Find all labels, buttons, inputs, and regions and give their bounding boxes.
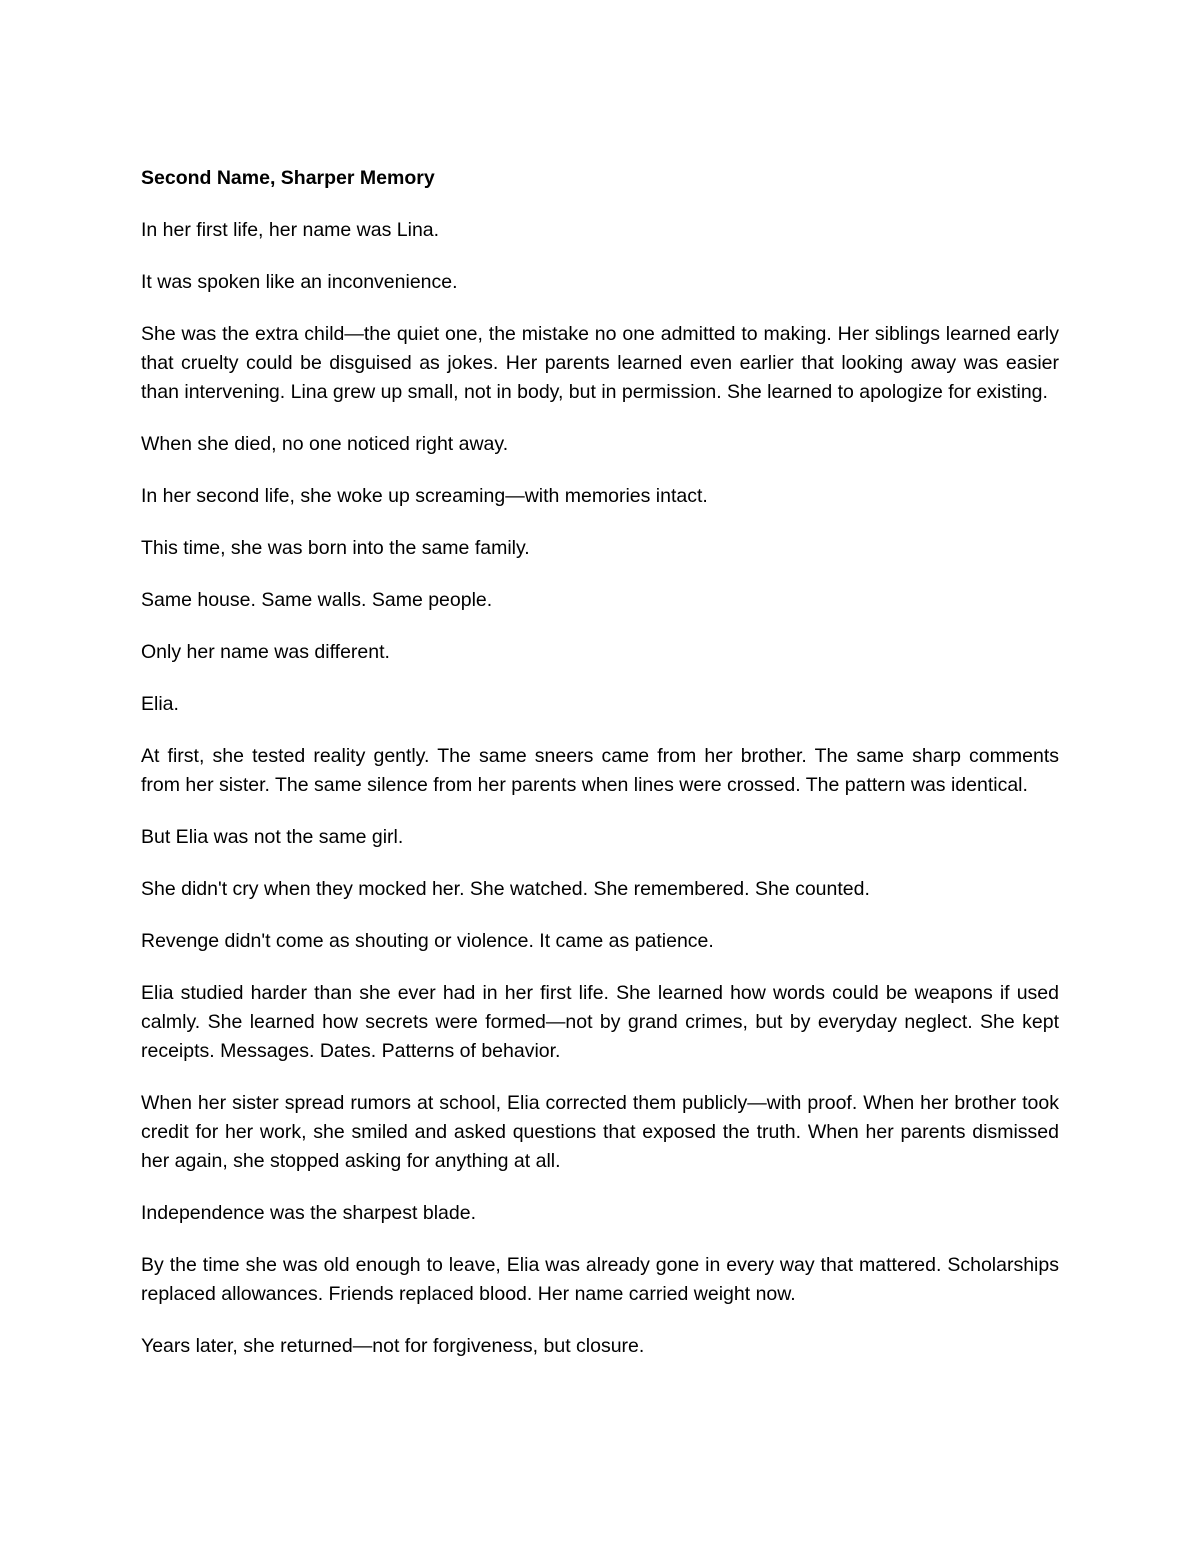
paragraph: Years later, she returned—not for forgiveness, but closure. <box>141 1335 645 1357</box>
paragraph: But Elia was not the same girl. <box>141 826 404 848</box>
paragraph: By the time she was old enough to leave, Elia was already gone in every way that mattered. Scholarships replaced allowances. Friends replaced blood. Her name carried weight now. <box>141 1254 1059 1305</box>
paragraph: Elia. <box>141 693 179 715</box>
paragraph: Same house. Same walls. Same people. <box>141 589 493 611</box>
paragraph: Elia studied harder than she ever had in her first life. She learned how words could be weapons if used calmly. She learned how secrets were formed—not by grand crimes, but by everyday neglect. She kept receipts. Messages. Dates. Patterns of behavior. <box>141 982 1059 1062</box>
paragraph: Revenge didn't come as shouting or violence. It came as patience. <box>141 930 714 952</box>
paragraph: At first, she tested reality gently. The same sneers came from her brother. The same sharp comments from her sister. The same silence from her parents when lines were crossed. The pattern was identical. <box>141 745 1059 796</box>
paragraph: When her sister spread rumors at school, Elia corrected them publicly—with proof. When her brother took credit for her work, she smiled and asked questions that exposed the truth. When her parents dismissed her again, she stopped asking for anything at all. <box>141 1092 1059 1172</box>
paragraph: Only her name was different. <box>141 641 390 663</box>
paragraph: She didn't cry when they mocked her. She watched. She remembered. She counted. <box>141 878 870 900</box>
paragraph: In her second life, she woke up screaming—with memories intact. <box>141 485 708 507</box>
document-page <box>141 164 1059 1384</box>
paragraph: This time, she was born into the same family. <box>141 537 530 559</box>
paragraph: When she died, no one noticed right away. <box>141 433 509 455</box>
paragraph: In her first life, her name was Lina. <box>141 219 440 241</box>
paragraph: Independence was the sharpest blade. <box>141 1202 476 1224</box>
paragraph: She was the extra child—the quiet one, the mistake no one admitted to making. Her siblings learned early that cruelty could be disguised as jokes. Her parents learned even earlier that looking away was easier than intervening. Lina grew up small, not in body, but in permission. She learned to apologize for existing. <box>141 323 1059 403</box>
document-title: Second Name, Sharper Memory <box>141 167 435 189</box>
paragraph: It was spoken like an inconvenience. <box>141 271 458 293</box>
